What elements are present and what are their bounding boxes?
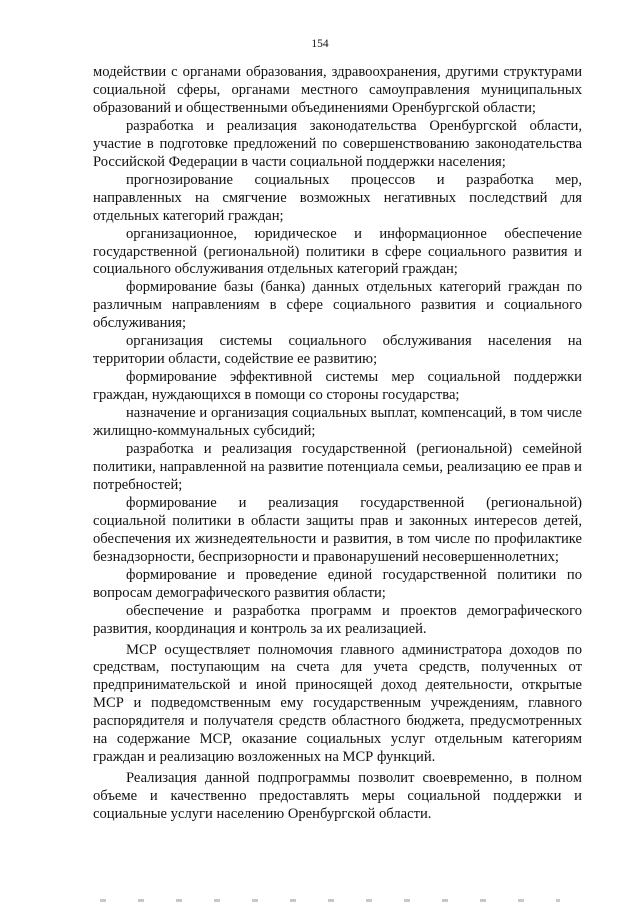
paragraph: разработка и реализация законодательства Оренбургской области, участие в подготовке предложений по совершенствованию законодательства Российской Федерации в части социальной поддержки населения; [93,117,582,170]
paragraph: разработка и реализация государственной (региональной) семейной политики, направленной на развитие потенциала семьи, реализацию ее прав и потребностей; [93,441,582,493]
paragraph: обеспечение и разработка программ и проектов демографического развития, координация и контроль за их реализацией. [93,602,582,637]
page-number: 154 [311,38,329,50]
paragraph: организация системы социального обслуживания населения на территории области, содействие ее развитию; [93,333,582,368]
paragraph: Реализация данной подпрограммы позволит своевременно, в полном объеме и качественно предоставлять меры социальной поддержки и социальные услуги населению Оренбургской области. [93,770,582,823]
paragraph: прогнозирование социальных процессов и разработка мер, направленных на смягчение возможных негативных последствий для отдельных категорий граждан; [93,171,582,224]
paragraph: формирование базы (банка) данных отдельных категорий граждан по различным направлениям в сфере социального развития и социального обслуживания; [93,279,582,332]
body-text [93,64,582,824]
scan-artifact [100,899,560,902]
paragraph: формирование и реализация государственной (региональной) социальной политики в области защиты прав и законных интересов детей, обеспечения их жизнедеятельности и развития, в том числе по профилактике безнадзорности, беспризорности и правонарушений несовершеннолетних; [93,494,582,565]
paragraph: модействии с органами образования, здравоохранения, другими структурами социальной сферы, органами местного самоуправления муниципальных образований и общественными объединениями Оренбургской области; [93,64,582,116]
paragraph: назначение и организация социальных выплат, компенсаций, в том числе жилищно-коммунальных субсидий; [93,405,582,440]
paragraph: МСР осуществляет полномочия главного администратора доходов по средствам, поступающим на счета для учета средств, полученных от предпринимательской и иной приносящей доход деятельности, открытые МСР и подведомственным ему государственным учреждениям, главного распорядителя и получателя средств областного бюджета, предусмотренных на содержание МСР, оказание социальных услуг отдельным категориям граждан и реализацию возложенных на МСР функций. [93,641,582,766]
paragraph: организационное, юридическое и информационное обеспечение государственной (региональной) политики в сфере социального развития и социального обслуживания отдельных категорий граждан; [93,225,582,278]
paragraph: формирование эффективной системы мер социальной поддержки граждан, нуждающихся в помощи со стороны государства; [93,369,582,404]
paragraph: формирование и проведение единой государственной политики по вопросам демографического развития области; [93,566,582,601]
